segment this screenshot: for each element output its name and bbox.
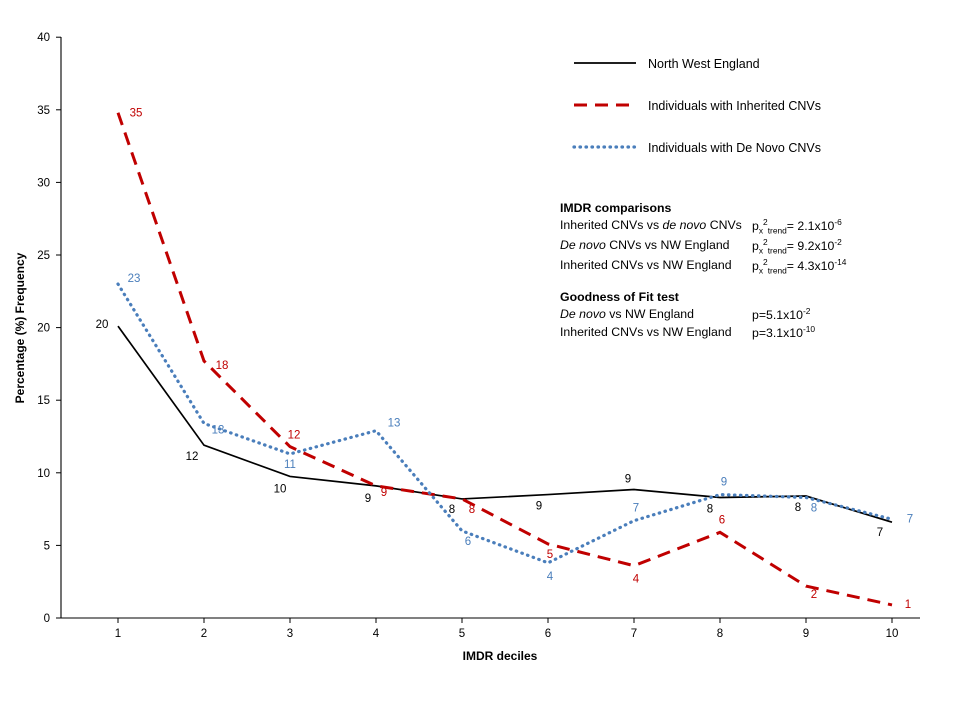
annotation-text-italic: De novo xyxy=(560,238,606,253)
annotation-text: Inherited CNVs vs NW England xyxy=(560,258,732,273)
data-label: 11 xyxy=(284,458,296,471)
annotation-stat-sub2: trend xyxy=(767,245,787,256)
data-label: 7 xyxy=(906,513,914,526)
data-label: 8 xyxy=(794,502,802,515)
annotation-row xyxy=(560,257,920,277)
series-north-west-england xyxy=(118,326,892,522)
data-label: 4 xyxy=(546,570,554,583)
data-label: 7 xyxy=(632,502,640,515)
legend-label-inherited-cnvs: Individuals with Inherited CNVs xyxy=(648,99,821,113)
annotation-text: Inherited CNVs vs NW England xyxy=(560,325,732,340)
annotation-text: Inherited CNVs vs xyxy=(560,217,663,232)
annotation-row xyxy=(560,306,920,324)
annotation-stat-exponent: -10 xyxy=(802,324,816,335)
data-label: 9 xyxy=(364,492,372,505)
annotation-stat: p xyxy=(752,219,759,234)
annotation-stat: p xyxy=(752,259,759,274)
annotation-stat-exponent: -6 xyxy=(834,216,842,227)
annotation-stat: p xyxy=(752,239,759,254)
annotation-stat-value: = 4.3x10 xyxy=(786,259,835,274)
x-tick-label: 4 xyxy=(372,628,380,640)
data-label: 10 xyxy=(273,483,287,496)
annotation-stat-sub2: trend xyxy=(767,225,787,236)
data-label: 7 xyxy=(876,527,884,540)
annotation-stat-sup: 2 xyxy=(763,216,768,227)
annotation-stat-sub: x xyxy=(758,245,764,256)
annotation-text: CNVs xyxy=(706,217,742,232)
annotation-stat-value: p=3.1x10 xyxy=(752,326,803,341)
y-axis-tick-labels xyxy=(37,32,50,625)
legend-label-de-novo-cnvs: Individuals with De Novo CNVs xyxy=(648,141,821,155)
x-tick-label: 9 xyxy=(802,628,810,640)
x-tick-label: 1 xyxy=(114,628,122,640)
annotation-heading-goodness-of-fit: Goodness of Fit test xyxy=(560,290,679,305)
annotation-stat-sup: 2 xyxy=(763,257,768,268)
data-label: 12 xyxy=(185,451,199,464)
series-inherited-cnvs xyxy=(118,113,892,605)
data-label: 20 xyxy=(95,319,109,332)
data-label: 35 xyxy=(129,107,143,120)
data-label: 8 xyxy=(468,503,476,516)
data-label: 23 xyxy=(127,273,141,286)
y-tick-label: 40 xyxy=(37,32,50,45)
annotation-text: vs NW England xyxy=(605,307,694,322)
y-axis-title: Percentage (%) Frequency xyxy=(13,252,27,404)
annotation-row xyxy=(560,324,920,342)
data-label: 9 xyxy=(624,473,632,486)
legend xyxy=(574,57,821,155)
data-label: 13 xyxy=(387,417,401,430)
x-tick-label: 2 xyxy=(200,628,208,640)
data-label: 18 xyxy=(215,359,229,372)
annotation-text-italic: De novo xyxy=(560,307,606,322)
y-tick-label: 20 xyxy=(37,322,50,335)
y-tick-label: 15 xyxy=(37,395,50,408)
annotation-text-italic: de novo xyxy=(662,217,707,232)
annotation-stat-sup: 2 xyxy=(763,237,768,248)
annotation-stat-sub: x xyxy=(758,225,764,236)
data-label: 8 xyxy=(810,502,818,515)
annotation-text: CNVs vs NW England xyxy=(605,238,730,253)
annotation-stat-value: p=5.1x10 xyxy=(752,308,803,323)
data-label: 12 xyxy=(287,429,301,442)
y-tick-label: 35 xyxy=(37,104,50,117)
x-tick-label: 7 xyxy=(630,628,638,640)
annotation-stat-exponent: -2 xyxy=(834,237,842,248)
data-label: 13 xyxy=(211,424,225,437)
annotation-stat-sub2: trend xyxy=(767,265,787,276)
data-label: 9 xyxy=(720,476,728,489)
data-label: 6 xyxy=(464,535,472,548)
annotation-stat-exponent: -14 xyxy=(834,257,847,268)
y-tick-label: 25 xyxy=(37,250,50,262)
x-tick-label: 6 xyxy=(544,628,552,640)
data-label: 8 xyxy=(706,503,714,516)
y-tick-label: 0 xyxy=(43,613,50,625)
annotation-stat-sub: x xyxy=(758,265,764,276)
data-label: 2 xyxy=(810,589,818,602)
data-label: 8 xyxy=(448,503,456,516)
data-label: 4 xyxy=(632,573,640,586)
data-label: 9 xyxy=(535,500,543,513)
legend-label-north-west-england: North West England xyxy=(648,57,760,71)
annotation-stat-value: = 9.2x10 xyxy=(786,239,835,254)
x-axis-tick-labels xyxy=(115,628,899,640)
annotation-row xyxy=(560,237,920,257)
annotation-stat-value: = 2.1x10 xyxy=(786,219,835,234)
data-label: 5 xyxy=(546,548,554,561)
x-tick-label: 10 xyxy=(885,628,899,640)
data-label: 9 xyxy=(380,486,388,499)
x-tick-label: 3 xyxy=(286,628,294,640)
annotation-stat-exponent: -2 xyxy=(802,306,811,317)
y-tick-label: 10 xyxy=(37,467,50,480)
y-tick-label: 5 xyxy=(43,540,50,553)
data-label: 1 xyxy=(904,598,912,611)
x-tick-label: 5 xyxy=(458,628,466,640)
statistics-annotations xyxy=(560,200,920,342)
annotation-row xyxy=(560,217,920,237)
data-labels-inherited-cnvs xyxy=(127,107,912,611)
x-axis-title: IMDR deciles xyxy=(462,649,538,663)
x-tick-label: 8 xyxy=(716,628,724,640)
data-label: 6 xyxy=(718,514,726,527)
y-tick-label: 30 xyxy=(37,177,50,190)
annotation-heading-imdr-comparisons: IMDR comparisons xyxy=(560,201,672,215)
